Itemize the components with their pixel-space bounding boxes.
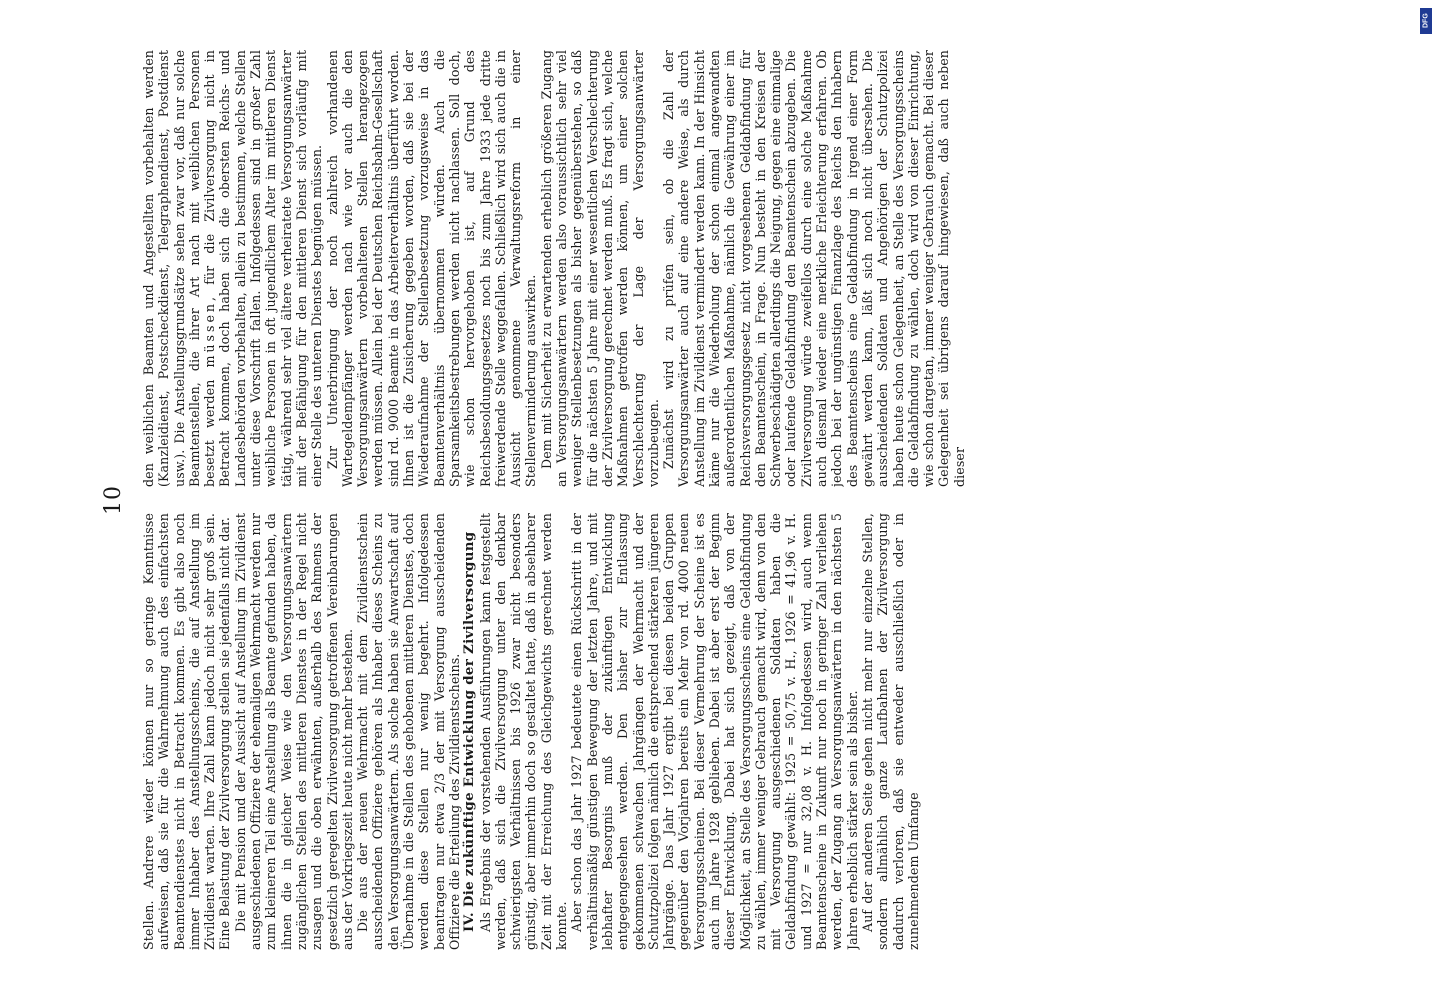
- paragraph: Als Ergebnis der vorstehenden Ausführungen kann festgestellt werden, daß sich die Zivilversorgung unter den denkbar schwierigsten Verhältnissen bis 1926 zwar nicht besonders günstig, aber immerhin doch so gestaltet hatte, daß in absehbarer Zeit mit der Erreichung des Gleichgewichts gerechnet werden konnte.: [477, 513, 570, 950]
- dfg-logo-badge: DFG: [1420, 8, 1432, 34]
- paragraph: Die mit Pension und der Aussicht auf Anstellung im Zivildienst ausgeschiedenen Offiziere der ehemaligen Wehrmacht werden nur zum kleineren Teil eine Anstellung als Beamte gefunden haben, da ihnen die in gleicher Weise wie den Versorgungsanwärtern zugänglichen Stellen des mittleren Dienstes in der Regel nicht zusagen und die oben erwähnten, außerhalb des Rahmens der gesetzlich geregelten Zivilversorgung getroffenen Vereinbarungen aus der Vorkriegszeit heute nicht mehr bestehen.: [232, 513, 355, 950]
- text-run: , für die Zivilversorgung nicht in Betracht kommen, doch haben sich die obersten Reichs- und Landesbehörden vorbehalten, allein zu bestimmen, welche Stellen unter diese Vorschrift fallen. Infolgedessen sind in großer Zahl weibliche Personen in oft jugendlichem Alter im mittleren Dienst tätig, während sehr viel ältere verheiratete Versorgungsanwärter mit der Befähigung für den mittleren Dienst sich vorläufig mit einer Stelle des unteren Dienstes begnügen müssen.: [202, 50, 325, 487]
- text-columns: [141, 50, 1331, 950]
- paragraph: Dem mit Sicherheit zu erwartenden erheblich größeren Zugang an Versorgungsanwärtern werden also voraussichtlich sehr viel weniger Stellenbesetzungen als bisher gegenüberstehen, so daß für die nächsten 5 Jahre mit einer wesentlichen Verschlechterung der Zivilversorgung gerechnet werden muß. Es fragt sich, welche Maßnahmen getroffen werden können, um einer solchen Verschlechterung der Lage der Versorgungsanwärter vorzubeugen.: [538, 50, 661, 487]
- text-run: den weiblichen Beamten und Angestellten vorbehalten werden (Kanzleidienst, Postscheckdienst, Telegraphendienst, Postdienst usw.). Die Anstellungsgrundsätze sehen zwar vor, daß nur solche Beamtenstellen, die ihrer Art nach mit weiblichen Personen besetzt werden: [141, 50, 218, 487]
- digitization-credit: [1418, 0, 1432, 465]
- paragraph: Stellen. Andrere wieder können nur so geringe Kenntnisse aufweisen, daß sie für die Wahrnehmung auch des einfachsten Beamtendienstes nicht in Betracht kommen. Es gibt also noch immer Inhaber des Anstellungsscheins, die auf Anstellung im Zivildienst warten. Ihre Zahl kann jedoch nicht sehr groß sein. Eine Belastung der Zivilversorgung stellen sie jedenfalls nicht dar.: [141, 513, 233, 950]
- paragraph: Zunächst wird zu prüfen sein, ob die Zahl der Versorgungsanwärter auch auf eine andere Weise, als durch Anstellung im Zivildienst vermindert werden kann. In der Hinsicht käme nur die Wiederholung der schon einmal angewandten außerordentlichen Maßnahme, nämlich die Gewährung einer im Reichsversorgungsgesetz nicht vorgesehenen Geldabfindung für den Beamtenschein, in Frage. Nun besteht in den Kreisen der Schwerbeschädigten allerdings die Neigung, gegen eine einmalige oder laufende Geldabfindung den Beamtenschein abzugeben. Die Zivilversorgung würde zweifellos durch eine solche Maßnahme auch diesmal wieder eine merkliche Erleichterung erfahren. Ob jedoch bei der ungünstigen Finanzlage des Reichs den Inhabern des Beamtenscheins eine Geldabfindung in irgend einer Form gewährt werden kann, läßt sich noch nicht übersehen. Die ausscheidenden Soldaten und Angehörigen der Schutzpolizei haben heute schon Gelegenheit, an Stelle des Versorgungsscheins die Geldabfindung zu wählen, doch wird von dieser Einrichtung, wie schon dargetan, immer weniger Gebrauch gemacht. Bei dieser Gelegenheit sei übrigens darauf hingewiesen, daß auch neben dieser: [661, 50, 967, 487]
- section-heading: IV. Die zukünftige Entwicklung der Zivilversorgung: [461, 531, 478, 932]
- right-column: [141, 50, 1331, 487]
- paragraph: Zur Unterbringung der noch zahlreich vorhandenen Wartegeldempfänger werden nach wie vor auch die den Versorgungsanwärtern vorbehaltenen Stellen herangezogen werden müssen. Allein bei der Deutschen Reichsbahn-Gesellschaft sind rd. 9000 Beamte in das Arbeiterverhältnis überführt worden. Ihnen ist die Zusicherung gegeben worden, daß sie bei der Wiederaufnahme der Stellenbesetzung vorzugsweise in das Beamtenverhältnis übernommen würden. Auch die Sparsamkeitsbestrebungen werden nicht nachlassen. Soll doch, wie schon hervorgehoben ist, auf Grund des Reichsbesoldungsgesetzes noch bis zum Jahre 1933 jede dritte freiwerdende Stelle weggefallen. Schließlich wird sich auch die in Aussicht genommene Verwaltungsreform in einer Stellenverminderung auswirken.: [324, 50, 539, 487]
- paragraph: Auf der anderen Seite gehen nicht mehr nur einzelne Stellen, sondern allmählich ganze Laufbahnen der Zivilversorgung dadurch verloren, daß sie entweder ausschließlich oder in zunehmendem Umfange: [859, 513, 921, 950]
- digitization-credit-strip: [1416, 0, 1434, 1000]
- left-column: [141, 513, 1331, 950]
- paragraph: Die aus der neuen Wehrmacht mit dem Zivildienstschein ausscheidenden Offiziere gehören als Inhaber dieses Scheins zu den Versorgungsanwärtern. Als solche haben sie Anwartschaft auf Übernahme in die Stellen des gehobenen mittleren Dienstes, doch werden diese Stellen nur wenig begehrt. Infolgedessen beantragen nur etwa 2/3 der mit Versorgung ausscheidenden Offiziere die Erteilung des Zivildienstscheins.: [355, 513, 462, 950]
- rotated-page-content: [101, 50, 1331, 950]
- paragraph: [141, 50, 325, 487]
- emphasized-word: müssen: [202, 300, 218, 368]
- page-number: 10: [101, 485, 126, 515]
- paragraph: Aber schon das Jahr 1927 bedeutete einen Rückschritt in der verhältnismäßig günstigen Bewegung der letzten Jahre, und mit lebhafter Besorgnis muß der zukünftigen Entwicklung entgegengesehen werden. Den bisher zur Entlassung gekommenen schwachen Jahrgängen der Wehrmacht und der Schutzpolizei folgen nämlich die entsprechend stärkeren jüngeren Jahrgänge. Das Jahr 1927 ergibt bei diesen beiden Gruppen gegenüber den Vorjahren bereits ein Mehr von rd. 4000 neuen Versorgungsscheinen. Bei dieser Vermehrung der Scheine ist es auch im Jahre 1928 geblieben. Dabei ist aber erst der Beginn dieser Entwicklung. Dabei hat sich gezeigt, daß von der Möglichkeit, an Stelle des Versorgungsscheins eine Geldabfindung zu wählen, immer weniger Gebrauch gemacht wird, denn von den mit Versorgung ausgeschiedenen Soldaten haben die Geldabfindung gewählt: 1925 = 50,75 v. H., 1926 = 41,96 v. H. und 1927 = nur 32,08 v. H. Infolgedessen wird, auch wenn Beamtenscheine in Zukunft nur noch in geringer Zahl verliehen werden, der Zugang an Versorgungsanwärtern in den nächsten 5 Jahren erheblich stärker sein als bisher.: [569, 513, 860, 950]
